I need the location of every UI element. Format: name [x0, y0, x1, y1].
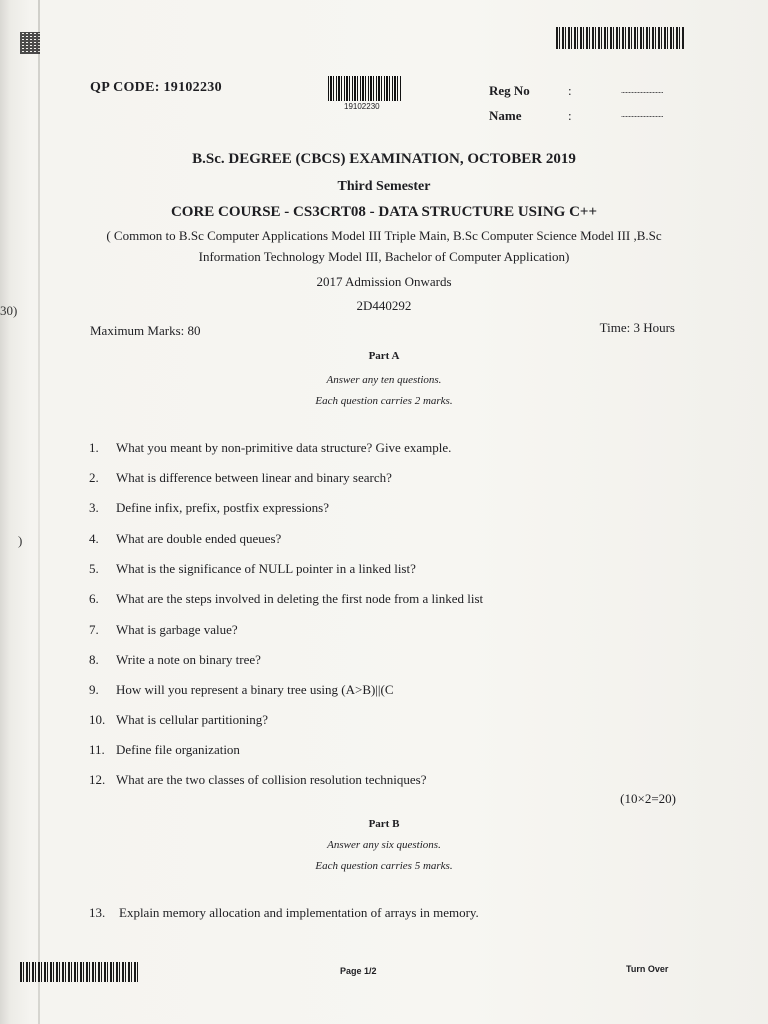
part-b-instruction-1: Answer any six questions.	[327, 839, 441, 851]
question-1: 1. What you meant by non-primitive data structure? Give example.	[89, 440, 452, 455]
part-a-instruction-1: Answer any ten questions.	[326, 374, 442, 386]
qp-code: QP CODE: 19102230	[90, 80, 222, 95]
part-b-title: Part B	[368, 818, 400, 830]
margin-mark: )	[18, 533, 23, 548]
maximum-marks: Maximum Marks: 80	[90, 323, 201, 338]
reg-no-label: Reg No	[489, 83, 530, 98]
exam-title: B.Sc. DEGREE (CBCS) EXAMINATION, OCTOBER 2019	[192, 151, 576, 167]
part-a-title: Part A	[368, 350, 400, 362]
question-11: 11. Define file organization	[89, 742, 240, 757]
course-note-line-2: Information Technology Model III, Bachelor of Computer Application)	[198, 249, 570, 264]
reg-no-colon: :	[568, 83, 572, 98]
part-a-marks-summary: (10×2=20)	[620, 791, 676, 806]
course-note-line-1: ( Common to B.Sc Computer Applications Model III Triple Main, B.Sc Computer Science Model III ,B.Sc	[106, 228, 662, 243]
corner-qr-code	[20, 32, 40, 54]
question-7: 7. What is garbage value?	[89, 622, 238, 637]
margin-mark: 30)	[0, 303, 18, 318]
name-label: Name	[489, 108, 522, 123]
name-colon: :	[568, 108, 572, 123]
page-number: Page 1/2	[340, 966, 377, 976]
question-12: 12. What are the two classes of collision resolution techniques?	[89, 772, 427, 787]
center-barcode	[328, 76, 402, 101]
paper-code: 2D440292	[356, 298, 412, 313]
name-blank: ............................	[621, 110, 663, 119]
course-title: CORE COURSE - CS3CRT08 - DATA STRUCTURE USING C++	[170, 204, 598, 220]
question-3: 3. Define infix, prefix, postfix expressions?	[89, 500, 330, 515]
part-b-instruction-2: Each question carries 5 marks.	[315, 860, 453, 872]
question-8: 8. Write a note on binary tree?	[89, 652, 261, 667]
barcode-number: 19102230	[344, 102, 380, 111]
top-right-barcode	[556, 27, 684, 49]
reg-no-blank: ............................	[621, 86, 663, 95]
question-4: 4. What are double ended queues?	[89, 531, 282, 546]
part-a-instruction-2: Each question carries 2 marks.	[315, 395, 453, 407]
exam-time: Time: 3 Hours	[599, 320, 675, 335]
question-6: 6. What are the steps involved in deleting the first node from a linked list	[89, 591, 484, 606]
question-13: 13. Explain memory allocation and implementation of arrays in memory.	[89, 905, 479, 920]
admission-year: 2017 Admission Onwards	[316, 274, 452, 289]
question-10: 10. What is cellular partitioning?	[89, 712, 268, 727]
question-9: 9. How will you represent a binary tree using (A>B)||(C	[89, 682, 394, 697]
question-2: 2. What is difference between linear and binary search?	[89, 470, 392, 485]
question-5: 5. What is the significance of NULL pointer in a linked list?	[89, 561, 416, 576]
semester: Third Semester	[337, 179, 431, 194]
turn-over: Turn Over	[626, 964, 669, 974]
bottom-left-barcode	[20, 962, 138, 982]
